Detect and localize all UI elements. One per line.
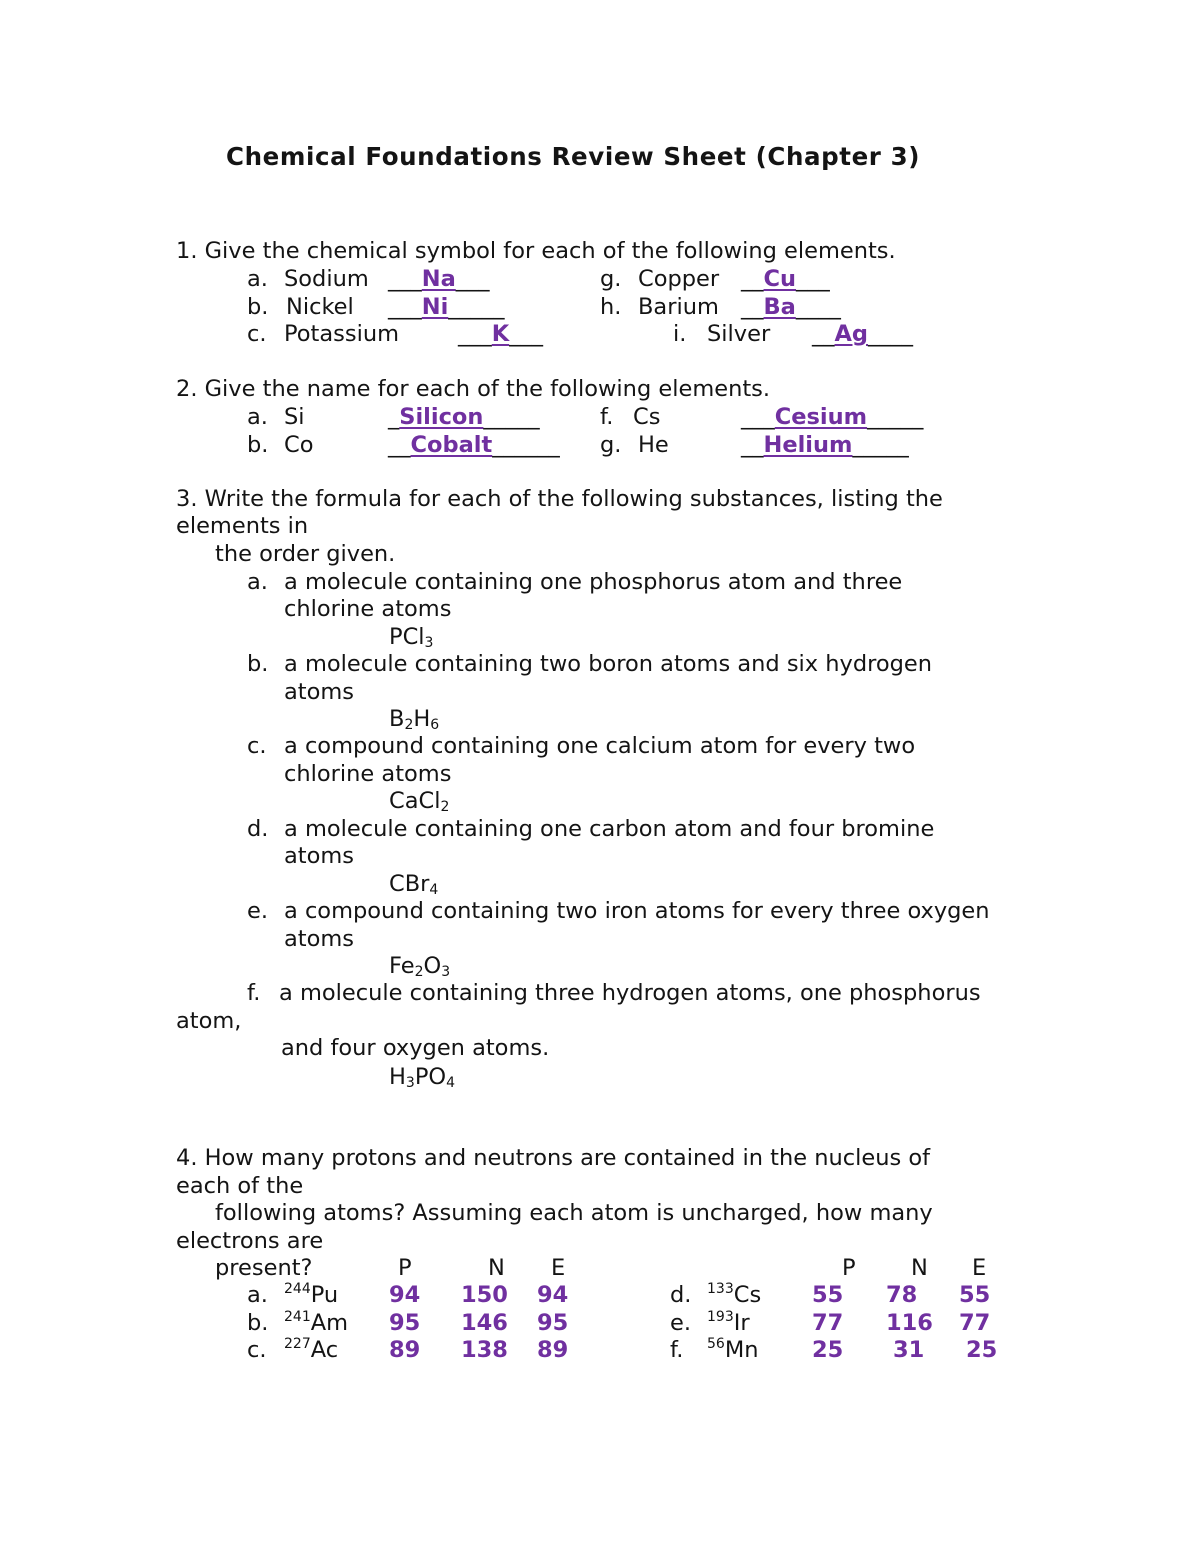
q3-prompt: 3. Write the formula for each of the following substances, listing the xyxy=(176,486,943,512)
q3-description: a molecule containing three hydrogen atoms, one phosphorus xyxy=(279,980,981,1006)
q2-answer: Cobalt xyxy=(410,432,493,458)
q2-letter: f. xyxy=(600,404,614,430)
q2-answer-blank: _Silicon_____ xyxy=(388,404,540,430)
q1-answer-blank: __Ag____ xyxy=(812,321,914,347)
q2-answer: Silicon xyxy=(399,404,484,430)
q2-answer-blank: ___Cesium_____ xyxy=(741,404,924,430)
column-header-e: E xyxy=(972,1255,987,1281)
q2-answer: Cesium xyxy=(774,404,868,430)
q4-prompt: present? xyxy=(215,1255,313,1281)
q3-description: atoms xyxy=(284,926,355,952)
q2-element-symbol: He xyxy=(638,432,669,458)
q1-element-name: Barium xyxy=(638,294,719,320)
q3-letter: c. xyxy=(247,733,267,759)
q2-element-symbol: Co xyxy=(284,432,314,458)
q4-letter: f. xyxy=(670,1337,684,1363)
q1-element-name: Potassium xyxy=(284,321,400,347)
q4-prompt: electrons are xyxy=(176,1228,324,1254)
q3-prompt: the order given. xyxy=(215,541,396,567)
q1-letter: a. xyxy=(247,266,268,292)
q4-atom: $^{56}$Mn xyxy=(707,1336,759,1363)
q3-description: a molecule containing one carbon atom and four bromine xyxy=(284,816,935,842)
q1-answer: Ba xyxy=(763,294,796,320)
neutrons-value: 146 xyxy=(461,1310,508,1336)
q1-letter: h. xyxy=(600,294,622,320)
column-header-e: E xyxy=(551,1255,566,1281)
protons-value: 77 xyxy=(812,1310,844,1336)
q4-letter: e. xyxy=(670,1310,691,1336)
page-title: Chemical Foundations Review Sheet (Chapter 3) xyxy=(226,142,921,171)
q2-answer: Helium xyxy=(763,432,853,458)
q3-letter: f. xyxy=(247,980,261,1006)
column-header-p: P xyxy=(398,1255,412,1281)
q4-atom: $^{244}$Pu xyxy=(284,1281,339,1308)
electrons-value: 95 xyxy=(537,1310,569,1336)
q1-element-name: Silver xyxy=(707,321,771,347)
q1-answer: Ni xyxy=(421,294,449,320)
q3-prompt: elements in xyxy=(176,513,309,539)
q4-prompt: 4. How many protons and neutrons are contained in the nucleus of xyxy=(176,1145,931,1171)
q3-letter: d. xyxy=(247,816,269,842)
q3-description: atoms xyxy=(284,843,355,869)
q2-element-symbol: Cs xyxy=(633,404,661,430)
q1-answer: Na xyxy=(421,266,456,292)
q3-formula: $Fe_2O_3$ xyxy=(389,953,451,980)
q4-letter: a. xyxy=(247,1282,268,1308)
q4-prompt: following atoms? Assuming each atom is uncharged, how many xyxy=(215,1200,933,1226)
q1-answer-blank: ___Ni_____ xyxy=(388,294,505,320)
q4-prompt: each of the xyxy=(176,1173,304,1199)
q4-atom: $^{133}$Cs xyxy=(707,1281,762,1308)
q1-answer-blank: ___K___ xyxy=(458,321,543,347)
q4-atom: $^{193}$Ir xyxy=(707,1309,750,1336)
q3-description: and four oxygen atoms. xyxy=(281,1035,550,1061)
q1-letter: g. xyxy=(600,266,622,292)
q1-answer: K xyxy=(491,321,510,347)
q2-answer-blank: __Cobalt______ xyxy=(388,432,560,458)
column-header-n: N xyxy=(911,1255,928,1281)
q3-formula: PCl$_3$ xyxy=(389,624,434,651)
q3-description: atoms xyxy=(284,679,355,705)
q3-formula: CaCl$_2$ xyxy=(389,788,450,815)
protons-value: 94 xyxy=(389,1282,421,1308)
q1-letter: i. xyxy=(673,321,687,347)
q1-letter: b. xyxy=(247,294,269,320)
q4-letter: d. xyxy=(670,1282,692,1308)
electrons-value: 25 xyxy=(966,1337,998,1363)
q3-description: chlorine atoms xyxy=(284,596,452,622)
q3-formula: $H_3PO_4$ xyxy=(389,1064,456,1091)
q3-description: a molecule containing two boron atoms and six hydrogen xyxy=(284,651,933,677)
q1-element-name: Sodium xyxy=(284,266,369,292)
q3-letter: a. xyxy=(247,569,268,595)
q2-letter: g. xyxy=(600,432,622,458)
q3-letter: e. xyxy=(247,898,268,924)
q1-answer-blank: ___Na___ xyxy=(388,266,490,292)
q3-description: a molecule containing one phosphorus atom and three xyxy=(284,569,903,595)
column-header-n: N xyxy=(488,1255,505,1281)
q3-description: chlorine atoms xyxy=(284,761,452,787)
neutrons-value: 31 xyxy=(893,1337,925,1363)
protons-value: 89 xyxy=(389,1337,421,1363)
column-header-p: P xyxy=(842,1255,856,1281)
protons-value: 25 xyxy=(812,1337,844,1363)
q2-letter: b. xyxy=(247,432,269,458)
q1-answer-blank: __Ba____ xyxy=(741,294,841,320)
q2-prompt: 2. Give the name for each of the following elements. xyxy=(176,376,771,402)
q3-formula: CBr$_4$ xyxy=(389,871,439,898)
q3-description: a compound containing two iron atoms for every three oxygen xyxy=(284,898,990,924)
q4-letter: b. xyxy=(247,1310,269,1336)
neutrons-value: 138 xyxy=(461,1337,508,1363)
electrons-value: 77 xyxy=(959,1310,991,1336)
q1-element-name: Nickel xyxy=(286,294,354,320)
q1-answer: Cu xyxy=(763,266,797,292)
q2-element-symbol: Si xyxy=(284,404,305,430)
q1-letter: c. xyxy=(247,321,267,347)
q2-answer-blank: __Helium_____ xyxy=(741,432,909,458)
electrons-value: 94 xyxy=(537,1282,569,1308)
q1-element-name: Copper xyxy=(638,266,720,292)
q3-description: a compound containing one calcium atom for every two xyxy=(284,733,916,759)
q3-formula: $B_2H_6$ xyxy=(389,706,440,733)
protons-value: 95 xyxy=(389,1310,421,1336)
q2-letter: a. xyxy=(247,404,268,430)
q1-answer-blank: __Cu___ xyxy=(741,266,830,292)
q4-letter: c. xyxy=(247,1337,267,1363)
neutrons-value: 78 xyxy=(886,1282,918,1308)
protons-value: 55 xyxy=(812,1282,844,1308)
q4-atom: $^{241}$Am xyxy=(284,1309,349,1336)
q3-letter: b. xyxy=(247,651,269,677)
q1-prompt: 1. Give the chemical symbol for each of the following elements. xyxy=(176,238,896,264)
electrons-value: 89 xyxy=(537,1337,569,1363)
q1-answer: Ag xyxy=(834,321,869,347)
q3-description: atom, xyxy=(176,1008,242,1034)
neutrons-value: 116 xyxy=(886,1310,933,1336)
electrons-value: 55 xyxy=(959,1282,991,1308)
neutrons-value: 150 xyxy=(461,1282,508,1308)
q4-atom: $^{227}$Ac xyxy=(284,1336,339,1363)
